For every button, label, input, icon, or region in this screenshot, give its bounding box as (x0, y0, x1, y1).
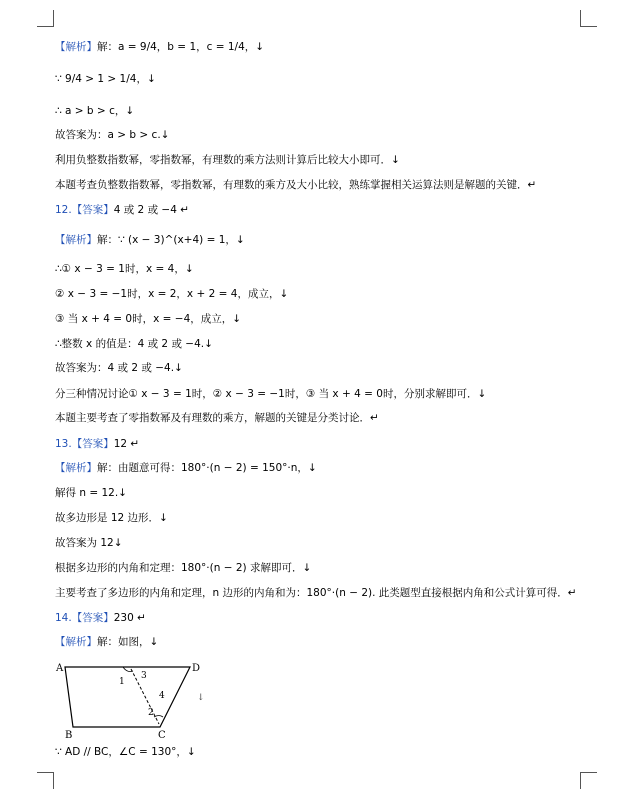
text-line: 利用负整数指数幂，零指数幂，有理数的乘方法则计算后比较大小即可．↓ (55, 154, 400, 166)
label-d: D (192, 663, 201, 674)
text-line: 【解析】解：如图，↓ (55, 636, 159, 648)
corner-mark-top-left (37, 10, 54, 27)
text-line: 故多边形是 12 边形．↓ (55, 512, 168, 524)
angle-label-1: 1 (119, 677, 125, 687)
text-line: 本题考查负整数指数幂，零指数幂，有理数的乘方及大小比较，熟练掌握相关运算法则是解题的关键．↵ (55, 179, 537, 191)
line-tag: 【解析】 (55, 636, 97, 648)
text-line: 故答案为：a > b > c.↓ (55, 129, 170, 141)
text-line: 分三种情况讨论① x − 3 = 1时，② x − 3 = −1时，③ 当 x + 4 = 0时，分别求解即可．↓ (55, 388, 487, 400)
line-tag: 12.【答案】 (55, 204, 114, 216)
line-tag: 13.【答案】 (55, 438, 114, 450)
text-line: ∴ a > b > c，↓ (55, 105, 135, 117)
text-line: 故答案为 12↓ (55, 537, 123, 549)
angle-arc-2 (154, 716, 163, 718)
text-line: 【解析】解：a = 9/4，b = 1，c = 1/4，↓ (55, 41, 265, 53)
corner-mark-bottom-left (37, 772, 54, 789)
text-line: ③ 当 x + 4 = 0时，x = −4，成立，↓ (55, 313, 242, 325)
text-line: ② x − 3 = −1时，x = 2，x + 2 = 4，成立，↓ (55, 288, 289, 300)
text-line: 【解析】解：由题意可得：180°·(n − 2) = 150°·n，↓ (55, 462, 317, 474)
text-line: 12.【答案】4 或 2 或 −4 ↵ (55, 204, 190, 216)
angle-label-3: 3 (141, 671, 147, 681)
trapezoid-outline (65, 667, 190, 727)
text-line: ∵ 9/4 > 1 > 1/4，↓ (55, 73, 156, 85)
paragraph-mark: ↓ (197, 693, 205, 703)
label-c: C (158, 730, 166, 741)
line-tag: 14.【答案】 (55, 612, 114, 624)
label-a: A (56, 663, 64, 674)
text-line: 解得 n = 12.↓ (55, 487, 127, 499)
text-line: 故答案为：4 或 2 或 −4.↓ (55, 362, 183, 374)
text-line: 主要考查了多边形的内角和定理，n 边形的内角和为：180°·(n − 2). 此类题型直接根据内角和公式计算可得．↵ (55, 587, 577, 599)
text-line: 本题主要考查了零指数幂及有理数的乘方，解题的关键是分类讨论．↵ (55, 412, 379, 424)
text-line: 【解析】解：∵ (x − 3)^(x+4) = 1，↓ (55, 234, 245, 246)
line-tag: 【解析】 (55, 234, 97, 246)
text-line: 根据多边形的内角和定理：180°·(n − 2) 求解即可．↓ (55, 562, 312, 574)
text-line: ∵ AD // BC，∠C = 130°，↓ (55, 746, 196, 758)
angle-label-2: 2 (148, 708, 154, 718)
text-line: ∴整数 x 的值是：4 或 2 或 −4.↓ (55, 338, 213, 350)
corner-mark-top-right (580, 10, 597, 27)
line-tag: 【解析】 (55, 462, 97, 474)
angle-label-4: 4 (159, 691, 165, 701)
text-line: 13.【答案】12 ↵ (55, 438, 140, 450)
text-line: 14.【答案】230 ↵ (55, 612, 146, 624)
line-tag: 【解析】 (55, 41, 97, 53)
label-b: B (65, 730, 73, 741)
corner-mark-bottom-right (580, 772, 597, 789)
text-line: ∴① x − 3 = 1时，x = 4，↓ (55, 263, 194, 275)
